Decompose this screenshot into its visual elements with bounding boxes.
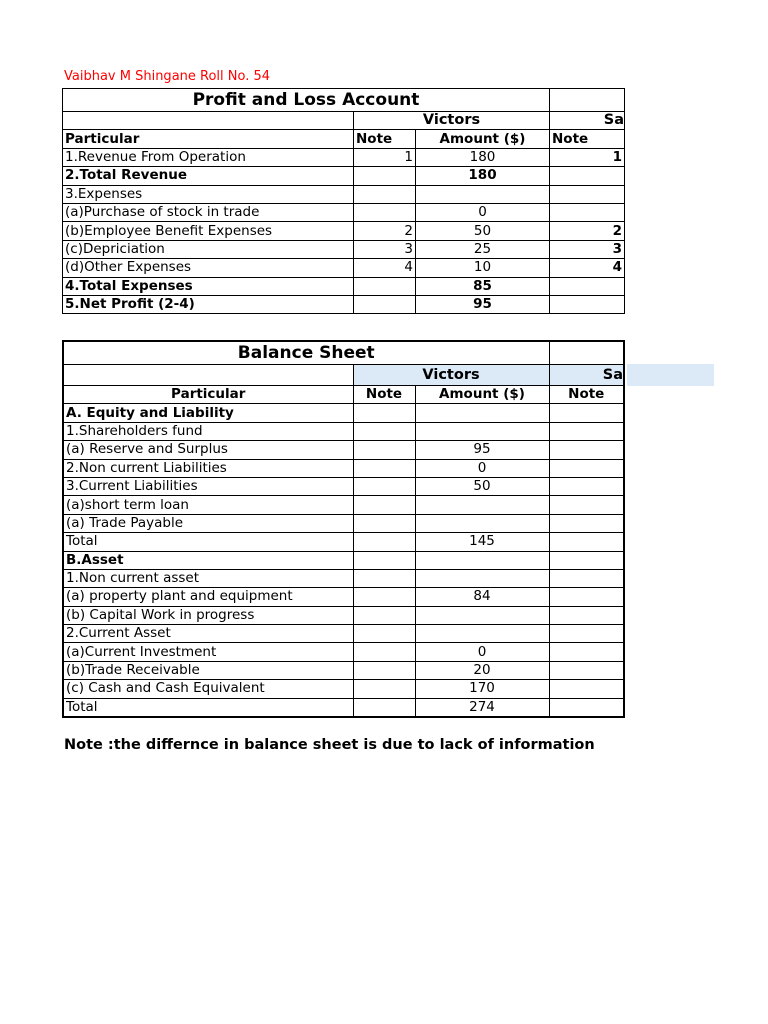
bs-company: Victors [353, 365, 549, 386]
author-line: Vaibhav M Shingane Roll No. 54 [64, 69, 271, 84]
table-row: 2.Total Revenue 180 [63, 167, 625, 185]
table-row: A. Equity and Liability [63, 404, 624, 422]
table-row: 1.Non current asset [63, 569, 624, 587]
pl-title: Profit and Loss Account [63, 89, 550, 112]
table-row: (a) Trade Payable [63, 514, 624, 532]
table-row: (b)Employee Benefit Expenses 2 50 2 [63, 222, 625, 240]
pl-header-amount: Amount ($) [416, 130, 550, 148]
table-row: (a) property plant and equipment 84 [63, 588, 624, 606]
bs-second-company: Sa [549, 365, 624, 386]
table-row: Total 145 [63, 533, 624, 551]
table-row: (a) Reserve and Surplus 95 [63, 441, 624, 459]
bs-header-amount: Amount ($) [415, 386, 549, 404]
table-row: Total 274 [63, 698, 624, 717]
table-row: (d)Other Expenses 4 10 4 [63, 259, 625, 277]
table-row: 5.Net Profit (2-4) 95 [63, 295, 625, 313]
bs-title: Balance Sheet [63, 341, 549, 365]
table-row: (b)Trade Receivable 20 [63, 661, 624, 679]
pl-second-company: Sa [550, 112, 625, 130]
table-row: (a)Purchase of stock in trade 0 [63, 203, 625, 221]
table-row: (c) Cash and Cash Equivalent 170 [63, 680, 624, 698]
highlight-cell [627, 364, 714, 386]
bs-header-note2: Note [549, 386, 624, 404]
table-row: (c)Depriciation 3 25 3 [63, 240, 625, 258]
pl-header-note2: Note [550, 130, 625, 148]
table-row: (a)short term loan [63, 496, 624, 514]
table-row: 4.Total Expenses 85 [63, 277, 625, 295]
profit-loss-table [62, 88, 625, 314]
table-row: 3.Current Liabilities 50 [63, 477, 624, 495]
pl-header-particular: Particular [63, 130, 354, 148]
table-row: B.Asset [63, 551, 624, 569]
table-row: (b) Capital Work in progress [63, 606, 624, 624]
table-row: 1.Revenue From Operation 1 180 1 [63, 148, 625, 166]
table-row: 1.Shareholders fund [63, 422, 624, 440]
bs-header-note: Note [353, 386, 415, 404]
table-row: 2.Non current Liabilities 0 [63, 459, 624, 477]
pl-header-note: Note [354, 130, 416, 148]
table-row: 2.Current Asset [63, 625, 624, 643]
table-row: 3.Expenses [63, 185, 625, 203]
balance-sheet-table [62, 340, 625, 718]
bs-header-particular: Particular [63, 386, 353, 404]
footer-note: Note :the differnce in balance sheet is due to lack of information [64, 737, 595, 753]
pl-company: Victors [354, 112, 550, 130]
table-row: (a)Current Investment 0 [63, 643, 624, 661]
